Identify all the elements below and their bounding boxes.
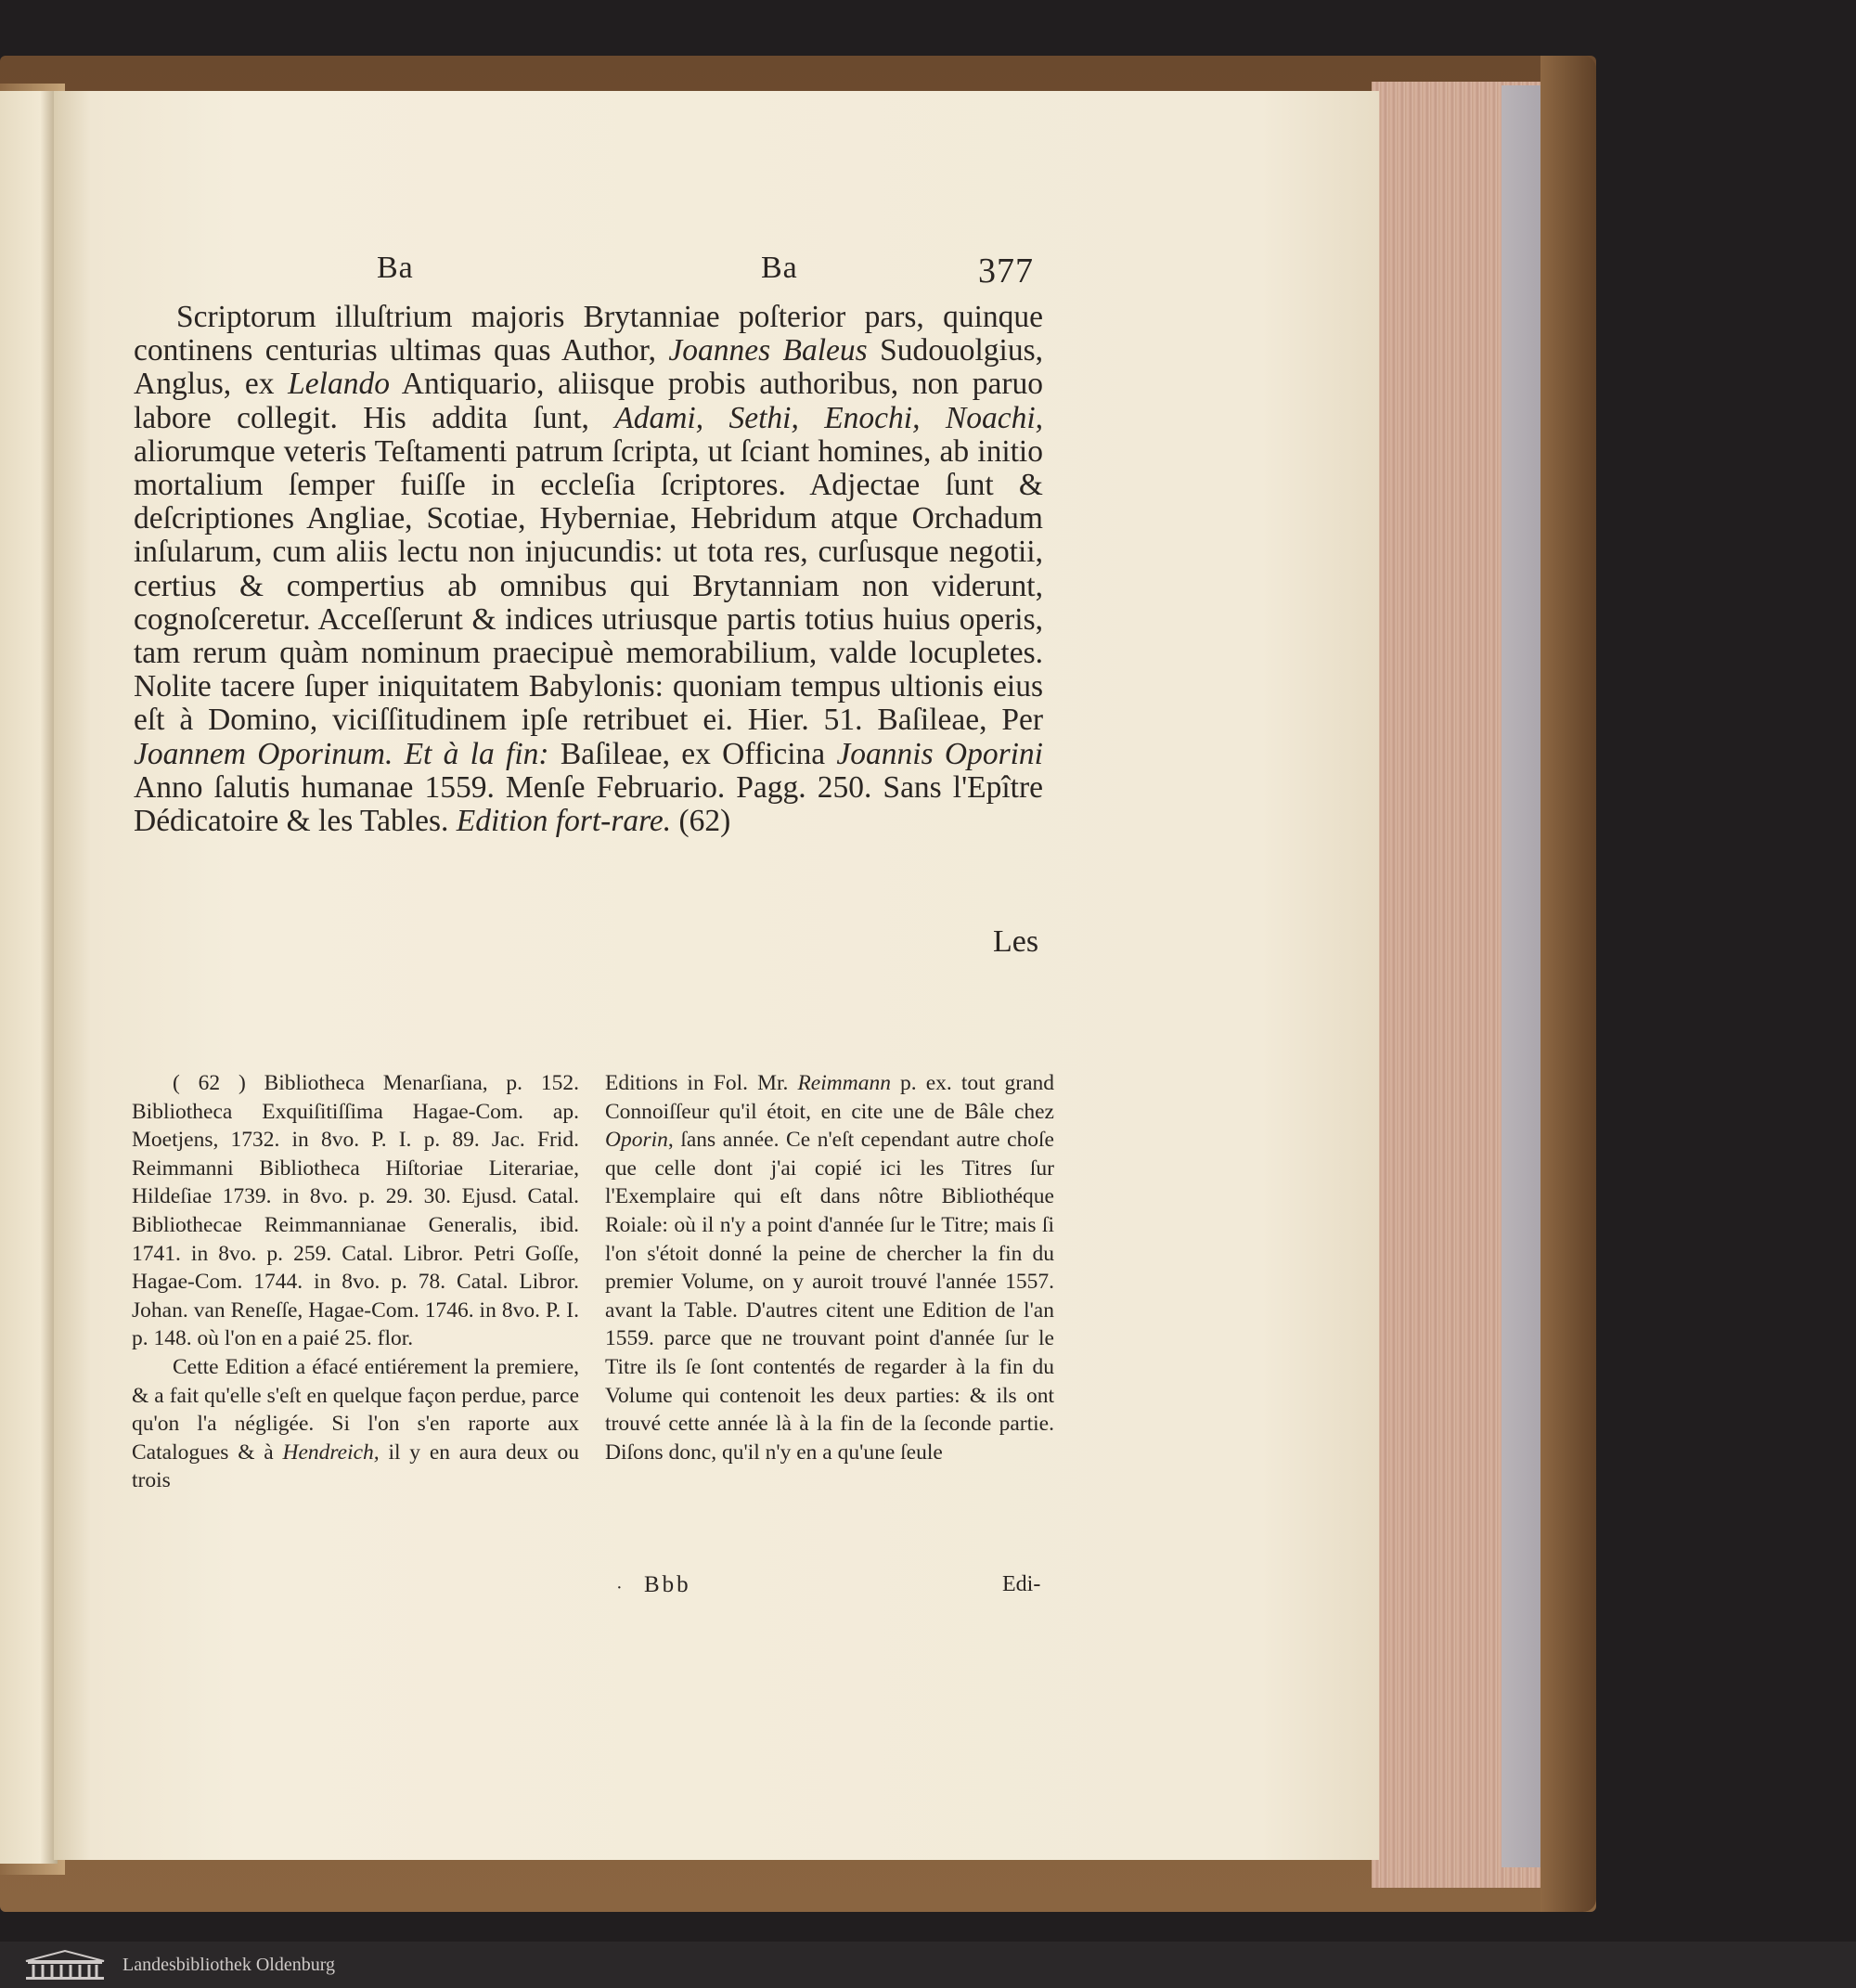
author-name: Hendreich, — [282, 1439, 380, 1465]
source-name: Lelando — [288, 367, 390, 402]
text-segment: Baſileae, ex Officina — [548, 736, 837, 771]
printer-name-2: Joannis Oporini — [836, 736, 1043, 771]
entry-paragraph — [134, 301, 1043, 838]
text-segment: Cette Edition a éfacé entiérement la premiere, & a fait qu'elle s'eſt en quelque façon perdue, parce qu'on l'a négligée. Si l'on s'en raporte aux Catalogues & à — [132, 1354, 579, 1465]
footnote-column-left — [132, 1069, 579, 1495]
printer-name: Oporin — [605, 1128, 668, 1153]
footnote-ref: (62) — [671, 804, 731, 839]
page-number: 377 — [978, 252, 1034, 290]
note-paragraph-continued — [605, 1069, 1054, 1466]
printer-name: Joannem Oporinum. Et à la fin: — [134, 736, 549, 771]
catchword-notes: Edi- — [1002, 1572, 1041, 1596]
text-segment: Antiquario, aliisque probis authoribus, non paruo labore collegit. His addita ſunt, — [134, 367, 1043, 435]
signature-dot: · — [616, 1578, 623, 1598]
text-segment: Sudouolgius, Anglus, ex — [134, 333, 1043, 402]
author-name: Joannes Baleus — [668, 333, 868, 368]
signature-mark: Bbb — [644, 1572, 691, 1597]
text-segment: , ſans année. Ce n'eſt cependant autre choſe que celle dont j'ai copié ici les Titres ſur l'Exemplaire qui eſt dans nôtre Bibliothéque Roiale: où il n'y a point d'année ſur le Titre; mais ſi l'on s'étoit donné la peine de chercher la fin du premier Volume, on y auroit trouvé l'année 1557. avant la Table. D'autres citent une Edition de l'an 1559. parce que ne trouvant point d'année ſur le Titre ils ſe ſont contentés de regarder à la fin du Volume qui contenoit les deux parties: & ils ont trouvé cette année là à la fin de la ſeconde partie. Diſons donc, qu'il n'y en a qu'une ſeule — [605, 1128, 1054, 1465]
text-segment: aliorumque veteris Teſtamenti patrum ſcripta, ut ſciant homines, ab initio mortalium ſemper fuiſſe in eccleſia ſcriptores. Adjectae ſunt & deſcriptiones Angliae, Scotiae, Hyberniae, Hebridum atque Orchadum inſularum, cum aliis lectu non injucundis: ut tota res, curſusque negotii, certius & compertius ab omnibus qui Brytanniam non viderunt, cognoſceretur. Acceſſerunt & indices utriusque partis totius huius operis, tam rerum quàm nominum praecipuè memorabilium, valde locupletes. Nolite tacere ſuper iniquitatem Babylonis: quoniam tempus ultionis eius eſt à Domino, viciſſitudinem ipſe retribuet ei. Hier. 51. Baſileae, Per — [134, 433, 1043, 738]
book-cover-edge — [1540, 56, 1596, 1912]
text-segment: Editions in Fol. Mr. — [605, 1071, 798, 1095]
running-head-center: Ba — [761, 251, 798, 285]
main-entry-text — [134, 301, 1043, 838]
text-segment: Scriptorum illuſtrium majoris Brytanniae poſterior pars, quinque continens centurias ultimas quas Author, — [134, 300, 1043, 368]
library-building-icon — [22, 1948, 108, 1982]
note-paragraph — [132, 1353, 579, 1495]
catchword-main: Les — [993, 924, 1039, 959]
text-segment: p. ex. tout grand Connoiſſeur qu'il étoit, en cite une de Bâle chez — [605, 1071, 1054, 1124]
facing-page-edge — [0, 91, 58, 1864]
footer-institution: Landesbibliothek Oldenburg — [122, 1954, 336, 1975]
footnote-column-right — [605, 1069, 1054, 1466]
footnote-62: ( 62 ) Bibliotheca Menarſiana, p. 152. Bibliotheca Exquiſitiſſima Hagae-Com. ap. Moetjens, 1732. in 8vo. P. I. p. 89. Jac. Frid. Reimmanni Bibliotheca Hiſtoriae Literariae, Hildeſiae 1739. in 8vo. p. 29. 30. Ejusd. Catal. Bibliothecae Reimmannianae Generalis, ibid. 1741. in 8vo. p. 259. Catal. Libror. Petri Goſſe, Hagae-Com. 1744. in 8vo. p. 78. Catal. Libror. Johan. van Reneſſe, Hagae-Com. 1746. in 8vo. P. I. p. 148. où l'on en a paié 25. flor. — [132, 1071, 579, 1351]
author-name: Reimmann — [797, 1071, 891, 1095]
text-segment: il y en aura deux ou trois — [132, 1439, 579, 1493]
patriarch-names: Adami, Sethi, Enochi, Noachi, — [614, 400, 1043, 435]
book-page — [54, 91, 1379, 1860]
running-head-left: Ba — [377, 251, 414, 285]
text-segment: Anno ſalutis humanae 1559. Menſe Februario. Pagg. 250. Sans l'Epître Dédicatoire & les Tables. — [134, 769, 1043, 839]
rarity-note: Edition fort-rare. — [456, 804, 672, 839]
footer-bar — [0, 1942, 1856, 1988]
